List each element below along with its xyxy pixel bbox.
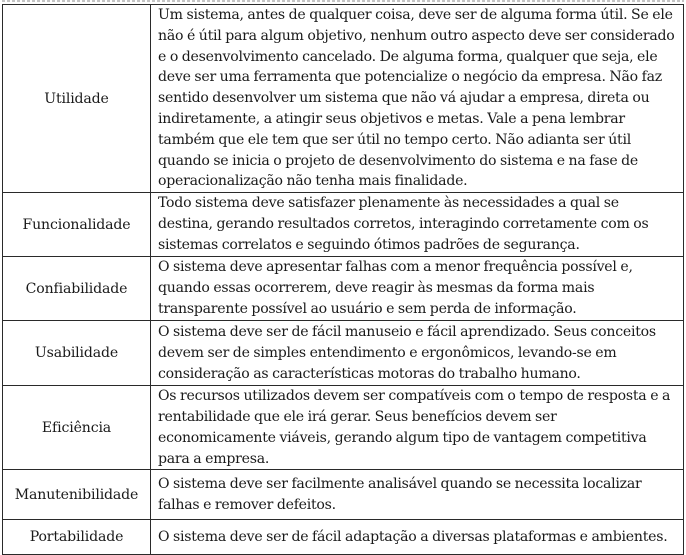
table-row-portabilidade xyxy=(3,520,684,555)
table-row-funcionalidade xyxy=(3,193,684,257)
term-cell: Manutenibilidade xyxy=(3,470,151,520)
table-row-usabilidade xyxy=(3,321,684,386)
term-cell: Funcionalidade xyxy=(3,193,151,257)
term-cell: Confiabilidade xyxy=(3,257,151,321)
term-cell: Eficiência xyxy=(3,386,151,470)
table-row-manutenibilidade xyxy=(3,470,684,520)
description-cell: Um sistema, antes de qualquer coisa, deve ser de alguma forma útil. Se ele não é útil para algum objetivo, nenhum outro aspecto deve ser considerado e o desenvolvimento cancelado. De alguma forma, qualquer que seja, ele deve ser uma ferramenta que potencialize o negócio da empresa. Não faz sentido desenvolver um sistema que não vá ajudar a empresa, direta ou indiretamente, a atingir seus objetivos e metas. Vale a pena lembrar também que ele tem que ser útil no tempo certo. Não adianta ser útil quando se inicia o projeto de desenvolvimento do sistema e na fase de operacionalização não tenha mais finalidade. xyxy=(151,5,684,193)
term-cell: Utilidade xyxy=(3,5,151,193)
term-cell: Portabilidade xyxy=(3,520,151,555)
term-cell: Usabilidade xyxy=(3,321,151,386)
description-cell: Os recursos utilizados devem ser compatíveis com o tempo de resposta e a rentabilidade que ele irá gerar. Seus benefícios devem ser economicamente viáveis, gerando algum tipo de vantagem competitiva para a empresa. xyxy=(151,386,684,470)
table-row-utilidade xyxy=(3,5,684,193)
description-cell: Todo sistema deve satisfazer plenamente às necessidades a qual se destina, gerando resultados corretos, interagindo corretamente com os sistemas correlatos e seguindo ótimos padrões de segurança. xyxy=(151,193,684,257)
description-cell: O sistema deve ser de fácil manuseio e fácil aprendizado. Seus conceitos devem ser de simples entendimento e ergonômicos, levando-se em consideração as características motoras do trabalho humano. xyxy=(151,321,684,386)
table-row-eficiencia xyxy=(3,386,684,470)
table-row-confiabilidade xyxy=(3,257,684,321)
quality-attributes-table xyxy=(2,4,684,555)
description-cell: O sistema deve ser facilmente analisável quando se necessita localizar falhas e remover defeitos. xyxy=(151,470,684,520)
description-cell: O sistema deve ser de fácil adaptação a diversas plataformas e ambientes. xyxy=(151,520,684,555)
description-cell: O sistema deve apresentar falhas com a menor frequência possível e, quando essas ocorrerem, deve reagir às mesmas da forma mais transparente possível ao usuário e sem perda de informação. xyxy=(151,257,684,321)
